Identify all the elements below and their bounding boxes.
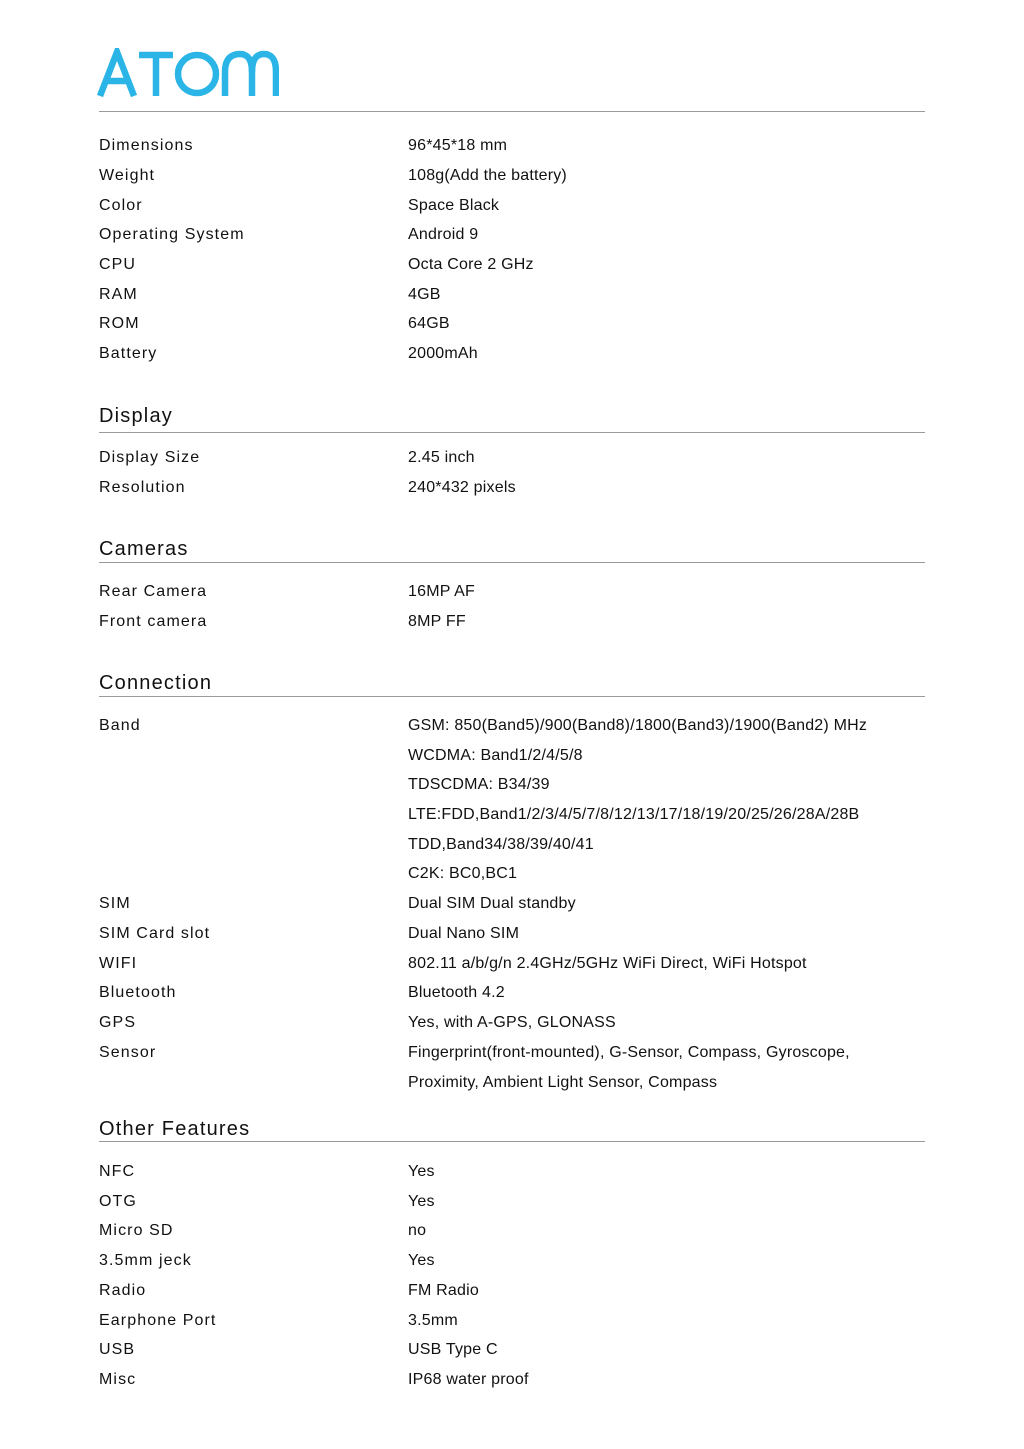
spec-row-band-tdd [99, 830, 925, 860]
spec-value: Dual Nano SIM [408, 925, 520, 942]
spec-row-gps [99, 1008, 925, 1038]
spec-label: USB [99, 1341, 136, 1358]
spec-row-band-lte [99, 800, 925, 830]
spec-value: Yes, with A-GPS, GLONASS [408, 1014, 616, 1031]
spec-row-dimensions [99, 131, 925, 161]
spec-row-misc [99, 1365, 925, 1395]
section-heading-other-features: Other Features [99, 1118, 251, 1140]
spec-label: CPU [99, 256, 137, 273]
spec-label: NFC [99, 1163, 136, 1180]
spec-value: no [408, 1222, 427, 1239]
spec-row-nfc [99, 1157, 925, 1187]
section-divider [99, 1141, 925, 1142]
spec-label: Rear Camera [99, 583, 208, 600]
spec-label: Band [99, 717, 141, 734]
spec-label: ROM [99, 315, 140, 332]
spec-row-radio [99, 1276, 925, 1306]
spec-row-sim [99, 889, 925, 919]
spec-value: Proximity, Ambient Light Sensor, Compass [408, 1074, 718, 1091]
spec-value: Bluetooth 4.2 [408, 984, 505, 1001]
spec-label: Bluetooth [99, 984, 177, 1001]
spec-label: Weight [99, 167, 156, 184]
spec-label: Micro SD [99, 1222, 174, 1239]
spec-row-sensor [99, 1038, 925, 1068]
spec-row-earphone-port [99, 1306, 925, 1336]
spec-value: USB Type C [408, 1341, 498, 1358]
spec-label: Radio [99, 1282, 147, 1299]
spec-value: Space Black [408, 197, 500, 214]
spec-row-band-wcdma [99, 741, 925, 771]
atom-logo [97, 48, 279, 98]
spec-row-ram [99, 280, 925, 310]
spec-label: Front camera [99, 613, 208, 630]
spec-row-front-camera [99, 607, 925, 637]
spec-row-sim-card-slot [99, 919, 925, 949]
spec-value: Yes [408, 1193, 435, 1210]
spec-row-micro-sd [99, 1216, 925, 1246]
spec-label: 3.5mm jeck [99, 1252, 192, 1269]
spec-label: Misc [99, 1371, 137, 1388]
spec-row-operating-system [99, 220, 925, 250]
spec-row-band [99, 711, 925, 741]
spec-row-wifi [99, 949, 925, 979]
spec-label: Earphone Port [99, 1312, 217, 1329]
spec-value: IP68 water proof [408, 1371, 529, 1388]
spec-value: WCDMA: Band1/2/4/5/8 [408, 747, 583, 764]
spec-value: 802.11 a/b/g/n 2.4GHz/5GHz WiFi Direct, WiFi Hotspot [408, 955, 807, 972]
section-heading-connection: Connection [99, 672, 213, 694]
spec-row-display-size [99, 443, 925, 473]
spec-value: 108g(Add the battery) [408, 167, 567, 184]
spec-value: 2000mAh [408, 345, 478, 362]
spec-row-resolution [99, 473, 925, 503]
spec-row-sensor-continued [99, 1068, 925, 1098]
spec-row-weight [99, 161, 925, 191]
section-heading-display: Display [99, 405, 173, 427]
section-divider [99, 562, 925, 563]
spec-value: 2.45 inch [408, 449, 475, 466]
spec-label: SIM [99, 895, 131, 912]
spec-value: C2K: BC0,BC1 [408, 865, 518, 882]
spec-row-otg [99, 1187, 925, 1217]
spec-row-audio-jack [99, 1246, 925, 1276]
spec-label: WIFI [99, 955, 138, 972]
spec-label: Operating System [99, 226, 245, 243]
spec-value: Dual SIM Dual standby [408, 895, 576, 912]
spec-row-band-tdscdma [99, 770, 925, 800]
header-divider [99, 111, 925, 112]
spec-value: 3.5mm [408, 1312, 458, 1329]
spec-value: 240*432 pixels [408, 479, 516, 496]
spec-label: GPS [99, 1014, 137, 1031]
spec-row-bluetooth [99, 978, 925, 1008]
spec-row-band-c2k [99, 859, 925, 889]
spec-value: FM Radio [408, 1282, 479, 1299]
spec-label: Sensor [99, 1044, 157, 1061]
spec-label: Color [99, 197, 143, 214]
spec-label: Resolution [99, 479, 186, 496]
section-divider [99, 432, 925, 433]
spec-label: Battery [99, 345, 158, 362]
spec-row-battery [99, 339, 925, 369]
spec-value: 16MP AF [408, 583, 475, 600]
spec-value: Octa Core 2 GHz [408, 256, 534, 273]
spec-row-rear-camera [99, 577, 925, 607]
spec-value: Fingerprint(front-mounted), G-Sensor, Compass, Gyroscope, [408, 1044, 850, 1061]
spec-label: RAM [99, 286, 138, 303]
spec-row-usb [99, 1335, 925, 1365]
spec-label: Display Size [99, 449, 201, 466]
spec-row-cpu [99, 250, 925, 280]
spec-label: OTG [99, 1193, 137, 1210]
spec-value: TDD,Band34/38/39/40/41 [408, 836, 594, 853]
spec-label: SIM Card slot [99, 925, 211, 942]
spec-value: GSM: 850(Band5)/900(Band8)/1800(Band3)/1900(Band2) MHz [408, 717, 868, 734]
spec-value: Yes [408, 1252, 435, 1269]
spec-value: 8MP FF [408, 613, 466, 630]
spec-value: 4GB [408, 286, 441, 303]
spec-row-rom [99, 309, 925, 339]
spec-label: Dimensions [99, 137, 194, 154]
spec-row-color [99, 191, 925, 221]
spec-value: TDSCDMA: B34/39 [408, 776, 550, 793]
section-divider [99, 696, 925, 697]
section-heading-cameras: Cameras [99, 538, 189, 560]
spec-value: Android 9 [408, 226, 479, 243]
spec-value: 96*45*18 mm [408, 137, 508, 154]
spec-value: LTE:FDD,Band1/2/3/4/5/7/8/12/13/17/18/19/20/25/26/28A/28B [408, 806, 860, 823]
spec-value: Yes [408, 1163, 435, 1180]
spec-value: 64GB [408, 315, 450, 332]
